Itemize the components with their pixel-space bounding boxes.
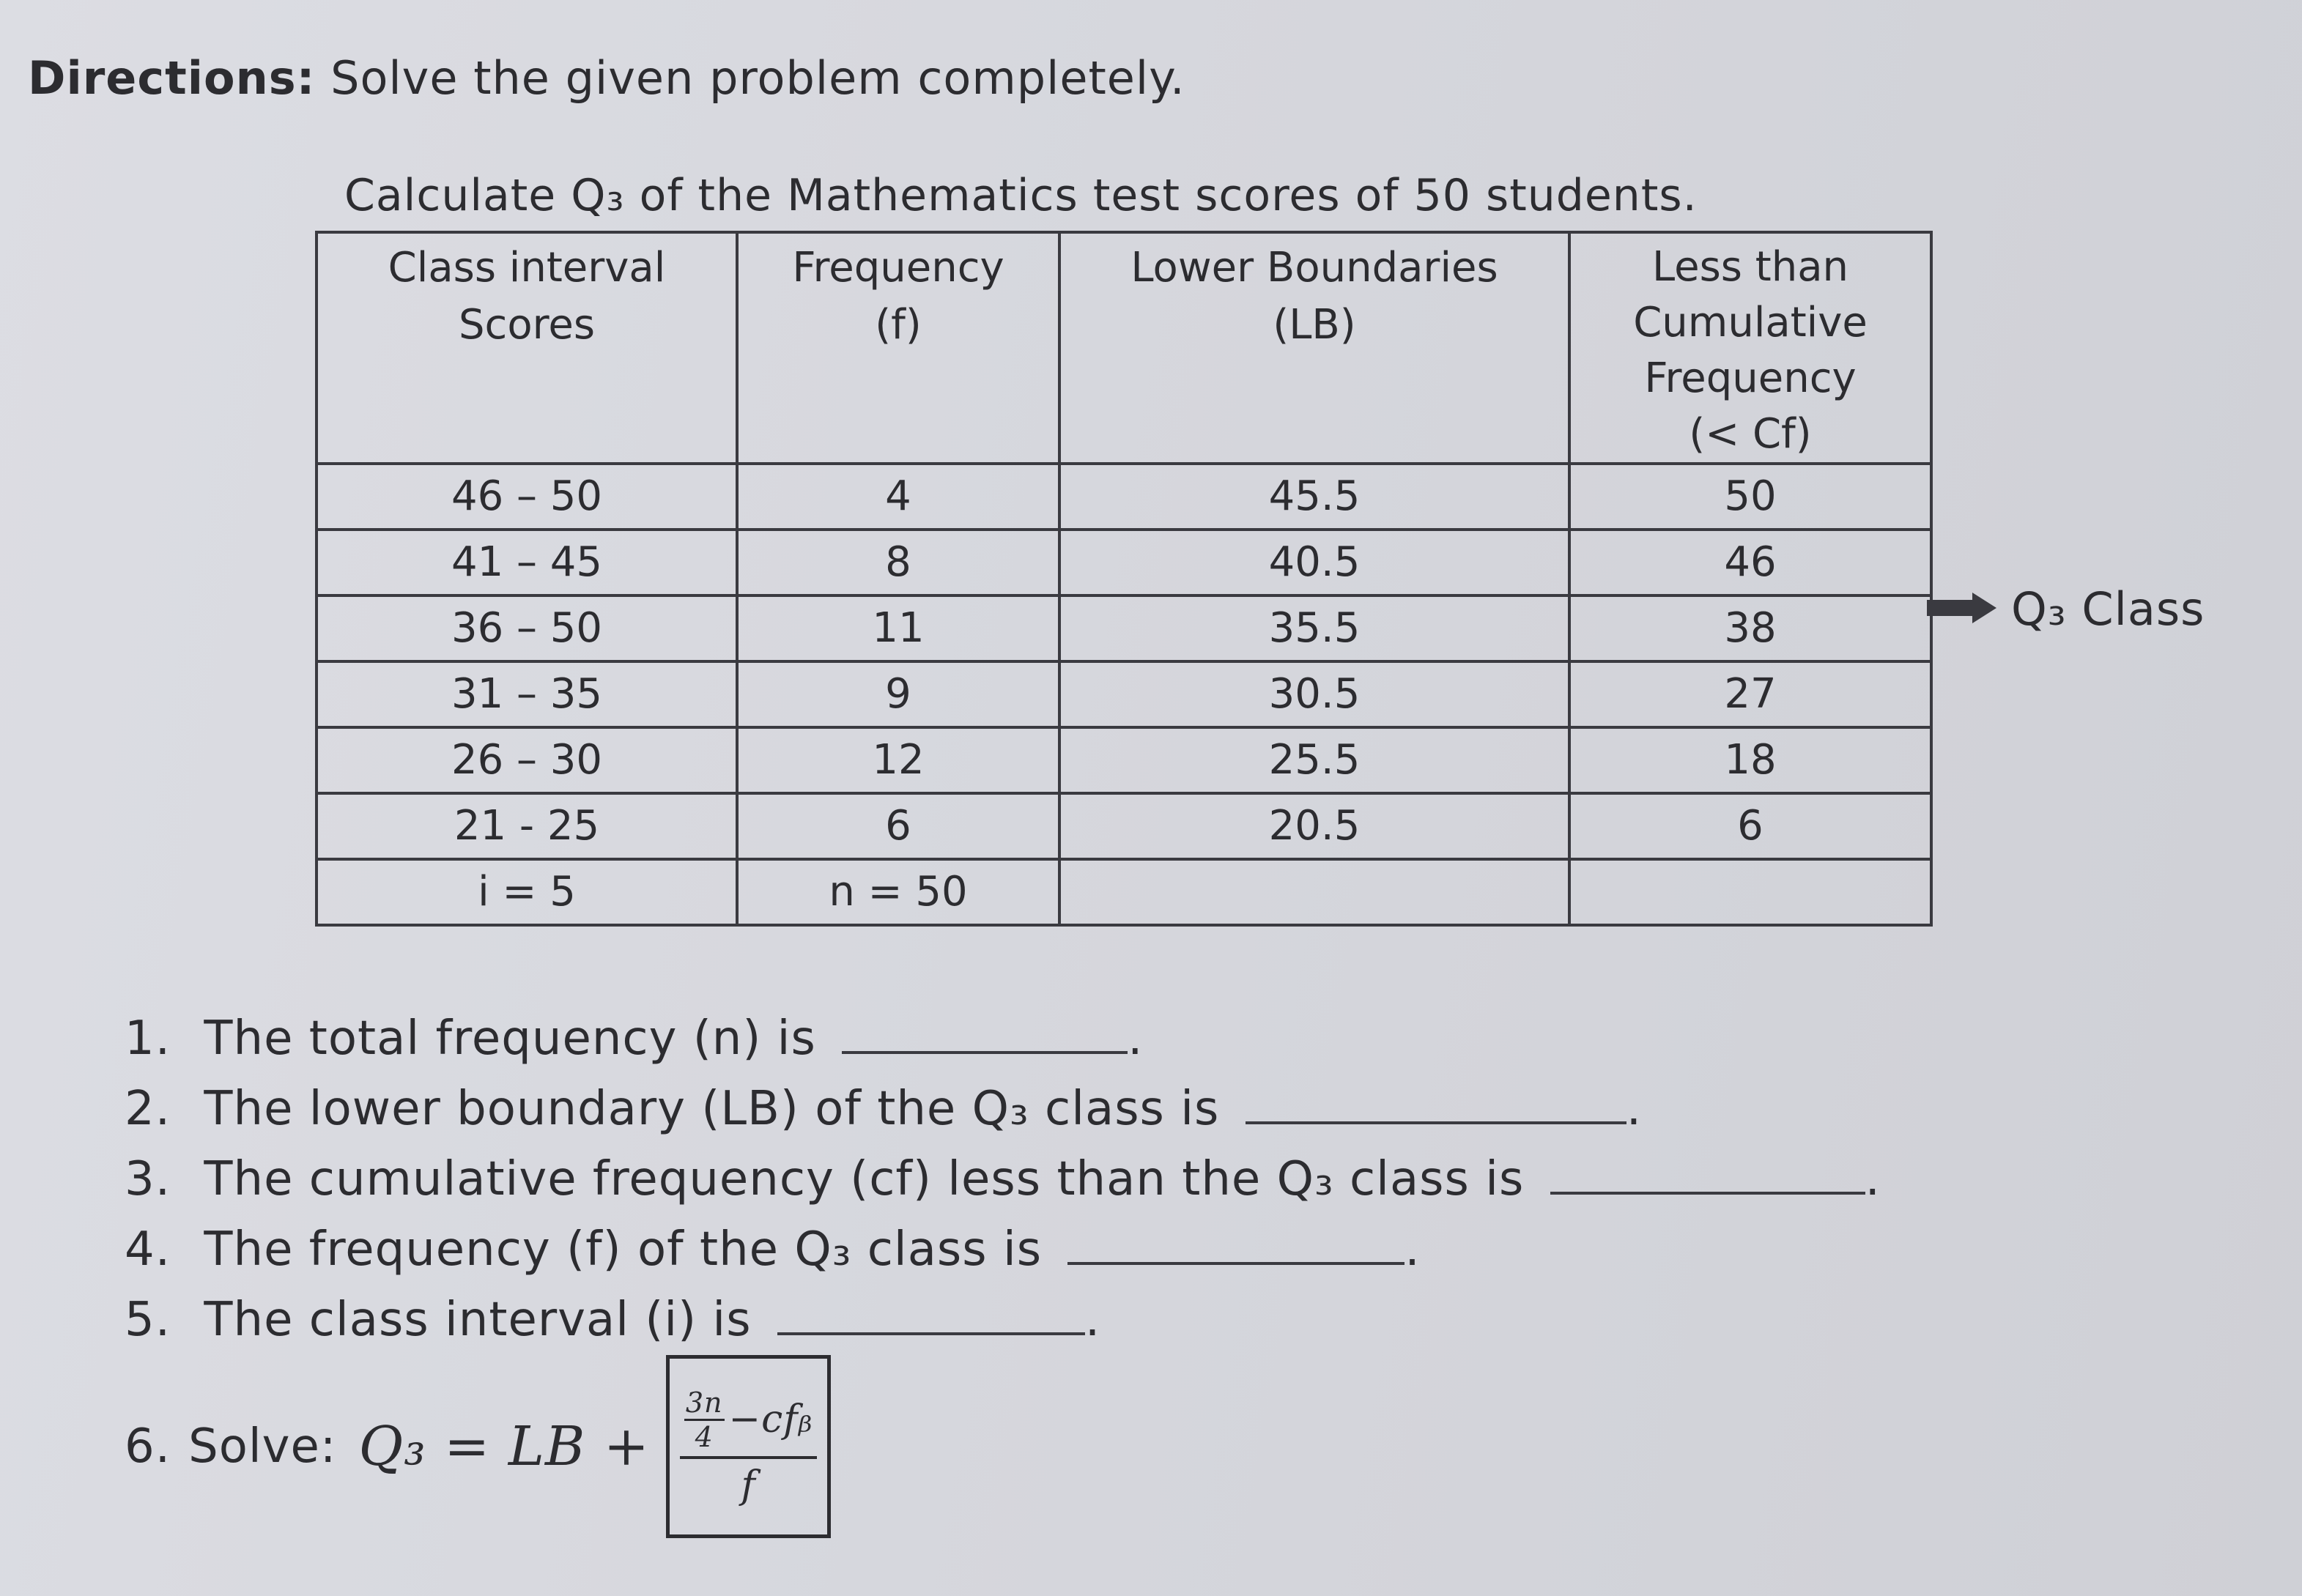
- q3-formula: [125, 1355, 831, 1538]
- directions-text: Solve the given problem completely.: [330, 51, 1185, 105]
- cell-empty: [1569, 859, 1931, 925]
- question-end: .: [1404, 1222, 1421, 1277]
- minus-cf: −cfᵦ: [728, 1398, 813, 1441]
- formula-denominator: f: [741, 1463, 756, 1507]
- question-text: The total frequency (n) is: [204, 1012, 816, 1066]
- cell-class-interval: 21 - 25: [317, 793, 737, 859]
- table-row: [317, 727, 1931, 793]
- cell-lower-boundary: 30.5: [1059, 661, 1569, 727]
- question-number: 2.: [125, 1082, 171, 1136]
- question-item: [125, 1285, 1881, 1355]
- cell-class-interval: 46 – 50: [317, 464, 737, 530]
- answer-blank[interactable]: [1246, 1080, 1626, 1124]
- question-item: [125, 1214, 1881, 1285]
- question-text: The lower boundary (LB) of the Q₃ class is: [204, 1082, 1220, 1136]
- cell-frequency: 11: [737, 595, 1059, 661]
- arrow-right-icon: [1927, 590, 1996, 626]
- question-end: .: [1626, 1082, 1643, 1136]
- cell-lower-boundary: 35.5: [1059, 595, 1569, 661]
- cell-frequency: 8: [737, 530, 1059, 595]
- small-denominator: 4: [695, 1420, 714, 1453]
- cell-lower-boundary: 45.5: [1059, 464, 1569, 530]
- answer-blank[interactable]: [842, 1010, 1128, 1054]
- cell-frequency: 6: [737, 793, 1059, 859]
- question-text: The frequency (f) of the Q₃ class is: [204, 1222, 1043, 1277]
- header-cumulative-frequency: Less than Cumulative Frequency (< Cf): [1569, 232, 1931, 464]
- question-number: 5.: [125, 1293, 171, 1347]
- question-item: [125, 1074, 1881, 1144]
- cell-class-width: i = 5: [317, 859, 737, 925]
- formula-numerator: [680, 1387, 818, 1459]
- question-item: [125, 1003, 1881, 1074]
- cell-cumulative-frequency: 38: [1569, 595, 1931, 661]
- question-number: 3.: [125, 1152, 171, 1206]
- header-frequency: Frequency (f): [737, 232, 1059, 464]
- question-number: 1.: [125, 1012, 171, 1066]
- question-list: [125, 1003, 1881, 1355]
- cell-cumulative-frequency: 18: [1569, 727, 1931, 793]
- cell-lower-boundary: 40.5: [1059, 530, 1569, 595]
- cell-cumulative-frequency: 50: [1569, 464, 1931, 530]
- question-number: 4.: [125, 1222, 171, 1277]
- question-item: [125, 1144, 1881, 1214]
- header-lower-boundaries: Lower Boundaries (LB): [1059, 232, 1569, 464]
- cell-cumulative-frequency: 6: [1569, 793, 1931, 859]
- q3-class-marker: Q₃ Class: [2011, 582, 2205, 636]
- directions: [28, 51, 1185, 105]
- question-text: The cumulative frequency (cf) less than the Q₃ class is: [204, 1152, 1525, 1206]
- cell-total-frequency: n = 50: [737, 859, 1059, 925]
- formula-lhs: Q₃ = LB +: [358, 1415, 650, 1478]
- table-row: [317, 793, 1931, 859]
- question-end: .: [1865, 1152, 1881, 1206]
- question-end: .: [1084, 1293, 1101, 1347]
- answer-blank[interactable]: [1550, 1151, 1865, 1195]
- answer-blank[interactable]: [1067, 1221, 1404, 1265]
- table-header-row: [317, 232, 1931, 464]
- small-numerator: 3n: [684, 1387, 725, 1421]
- cell-frequency: 12: [737, 727, 1059, 793]
- formula-bracket: [666, 1355, 832, 1538]
- table-row: [317, 661, 1931, 727]
- cell-class-interval: 31 – 35: [317, 661, 737, 727]
- cell-lower-boundary: 20.5: [1059, 793, 1569, 859]
- table-totals-row: [317, 859, 1931, 925]
- table-row: [317, 530, 1931, 595]
- header-class-interval: Class interval Scores: [317, 232, 737, 464]
- question-end: .: [1128, 1012, 1144, 1066]
- directions-label: Directions:: [28, 51, 316, 105]
- formula-fraction: [680, 1387, 818, 1507]
- frequency-table: [315, 231, 1933, 927]
- answer-blank[interactable]: [777, 1291, 1085, 1335]
- formula-label: Solve:: [188, 1419, 337, 1474]
- cell-class-interval: 36 – 50: [317, 595, 737, 661]
- cell-frequency: 9: [737, 661, 1059, 727]
- table-row-q3-class: [317, 595, 1931, 661]
- table-caption: Calculate Q₃ of the Mathematics test scores of 50 students.: [344, 170, 1698, 221]
- cell-cumulative-frequency: 46: [1569, 530, 1931, 595]
- formula-number: 6.: [125, 1419, 171, 1474]
- three-n-over-four: [684, 1387, 725, 1453]
- cell-frequency: 4: [737, 464, 1059, 530]
- question-text: The class interval (i) is: [204, 1293, 752, 1347]
- table-row: [317, 464, 1931, 530]
- cell-class-interval: 26 – 30: [317, 727, 737, 793]
- cell-empty: [1059, 859, 1569, 925]
- cell-class-interval: 41 – 45: [317, 530, 737, 595]
- cell-cumulative-frequency: 27: [1569, 661, 1931, 727]
- cell-lower-boundary: 25.5: [1059, 727, 1569, 793]
